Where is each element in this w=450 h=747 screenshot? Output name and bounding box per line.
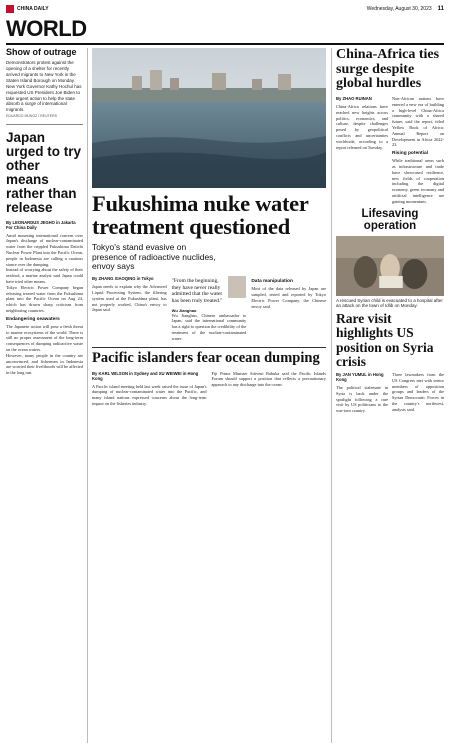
article-paragraph: China-Africa relations have reached new heights across politics, economics, and culture, despite challenges posed by geopolitical conflicts and uncertainties worldwide, according to a report released on Tuesday. bbox=[336, 104, 388, 150]
article-byline: By ZHAO RUINAN bbox=[336, 96, 372, 102]
article-paragraph: Non-African nations have entered a new era of building a high-level China-Africa community with a shared future, said the report, titled Yellow Book of Africa: Annual Report on Development in Africa 2022-23. bbox=[392, 96, 444, 148]
article-paragraph: The political stalemate in Syria is back under the spotlight following a rare visit by US politicians to the war-torn country. bbox=[336, 384, 388, 414]
issue-date: Wednesday, August 30, 2023 bbox=[366, 6, 432, 12]
avatar bbox=[228, 276, 246, 298]
masthead-logo[interactable] bbox=[6, 5, 49, 13]
article-byline: By LEONARDUS JEGHO in Jakarta For China Daily bbox=[6, 219, 76, 230]
article-paragraph: The Japanese action will pose a fresh threat to marine ecosystems of the world. There is still no proper assessment of the long-term consequences of dumping radioactive waste on the ocean waters. bbox=[6, 323, 83, 352]
lead-headline[interactable]: Fukushima nuke water treatment questioned bbox=[92, 191, 309, 239]
article-paragraph: However, many people in the country are unconvinced, and fishermen in Indonesia are worried their livelihoods will be affected in the long run. bbox=[6, 352, 83, 376]
article-headline[interactable]: China-Africa ties surge despite global hurdles bbox=[336, 47, 440, 92]
photo-caption: A rescued Syrian child is evacuated to a hospital after an attack on the town of Idlib on Monday. bbox=[336, 297, 443, 309]
lead-story bbox=[92, 48, 326, 743]
divider bbox=[92, 347, 326, 348]
article-paragraph: A Pacific island meeting held last week raised the issue of Japan's dumping of nuclear-contaminated water into the Pacific, and many island nations expressed concerns about the long-term impact on the fisheries industry. bbox=[92, 383, 207, 406]
right-column bbox=[331, 48, 444, 743]
divider bbox=[6, 124, 83, 125]
article-headline[interactable]: Rare visit highlights US position on Syria crisis bbox=[336, 311, 434, 369]
photo-kicker: Show of outrage bbox=[6, 47, 77, 57]
photo-credit: EDUARDO MUNOZ / REUTERS bbox=[6, 114, 57, 119]
left-column bbox=[6, 48, 88, 743]
side-photo[interactable] bbox=[336, 236, 444, 296]
lead-deck: Tokyo's stand evasive on presence of radioactive nuclides, envoy says bbox=[92, 241, 216, 272]
page-number: 11 bbox=[437, 6, 444, 12]
lead-photo[interactable] bbox=[92, 48, 326, 188]
article-paragraph: Tokyo Electric Power Company began releasing treated water from the Fukushima plant into the Pacific Ocean on Aug 24, which has drawn sharp criticism from neighboring countries. bbox=[6, 284, 83, 313]
article-byline: By KARL WILSON in Sydney and XU WEIWEI in Hong Kong bbox=[92, 370, 199, 381]
article-paragraph: Three lawmakers from the US Congress met with senior members of opposition groups and leaders of the Syrian Democratic Forces in the country's northwest, analysts said. bbox=[392, 371, 444, 412]
article-paragraph: Amid mounting international concern over Japan's discharge of nuclear-contaminated water from the crippled Fukushima Daiichi Nuclear Power Plant into the Pacific Ocean, people in Indonesia are calling a cautious stance over the dumping. bbox=[6, 232, 83, 267]
section-title: WORLD bbox=[6, 16, 87, 41]
paper-name: CHINA DAILY bbox=[17, 6, 49, 12]
article-headline[interactable]: Japan urged to try other means rather than release bbox=[6, 129, 82, 216]
section-rule bbox=[6, 43, 444, 45]
photo-banner: Lifesaving operation bbox=[361, 207, 419, 232]
pull-quote-name: Wu Jianghao bbox=[171, 307, 197, 313]
article-paragraph: Most of the data released by Japan are sampled, tested and reported by Tokyo Electric Power Company, the Chinese envoy said. bbox=[251, 286, 327, 309]
article-subhead: Data manipulation bbox=[251, 279, 293, 285]
article-headline[interactable]: Pacific islanders fear ocean dumping bbox=[92, 350, 320, 367]
article-paragraph: While traditional areas such as infrastructure and trade have showcased resilience, new fields of cooperation including the digital economy, green economy and artificial intelligence are gaining momentum. bbox=[392, 158, 444, 204]
article-subhead: Rising potential bbox=[392, 151, 428, 157]
pull-quote: "From the beginning, they have never really admitted that the water has been truly treated." bbox=[171, 278, 223, 304]
article-subhead: Endangering seawaters bbox=[6, 316, 60, 322]
article-byline: By ZHANG XIAOQING in Tokyo bbox=[92, 276, 154, 282]
article-paragraph: Wu Jianghao, Chinese ambassador to Japan, said the international community has a right to question the credibility of the treatment of the nuclear-contaminated water. bbox=[171, 312, 247, 341]
photo-caption: Demonstrators protest against the opening of a shelter for recently arrived migrants to New York in the Staten Island Borough on Monday. New York Governor Kathy Hochul has requested US President Joe Biden to take urgent action to help the state absorb a surge of international migrants. bbox=[6, 60, 82, 113]
article-paragraph: Fiji Prime Minister Sitiveni Rabuka said the Pacific Islands Forum should support a position that reflects a precautionary approach to any discharge into the ocean. bbox=[211, 370, 326, 388]
article-byline: By JAN YUMUL in Hong Kong bbox=[336, 371, 384, 382]
china-daily-logo-icon bbox=[6, 5, 14, 13]
lead-article-columns bbox=[92, 276, 326, 341]
article-paragraph: Instead of worrying about the safety of their seafood, a marine analyst said Japan could have tried other means. bbox=[6, 267, 83, 284]
secondary-article-columns bbox=[92, 371, 326, 407]
masthead-bar bbox=[6, 4, 444, 14]
article-paragraph: Japan needs to explain why the Advanced Liquid Processing System, the filtering system used at the Fukushima plant, has not properly worked, China's envoy to Japan said. bbox=[92, 284, 167, 313]
